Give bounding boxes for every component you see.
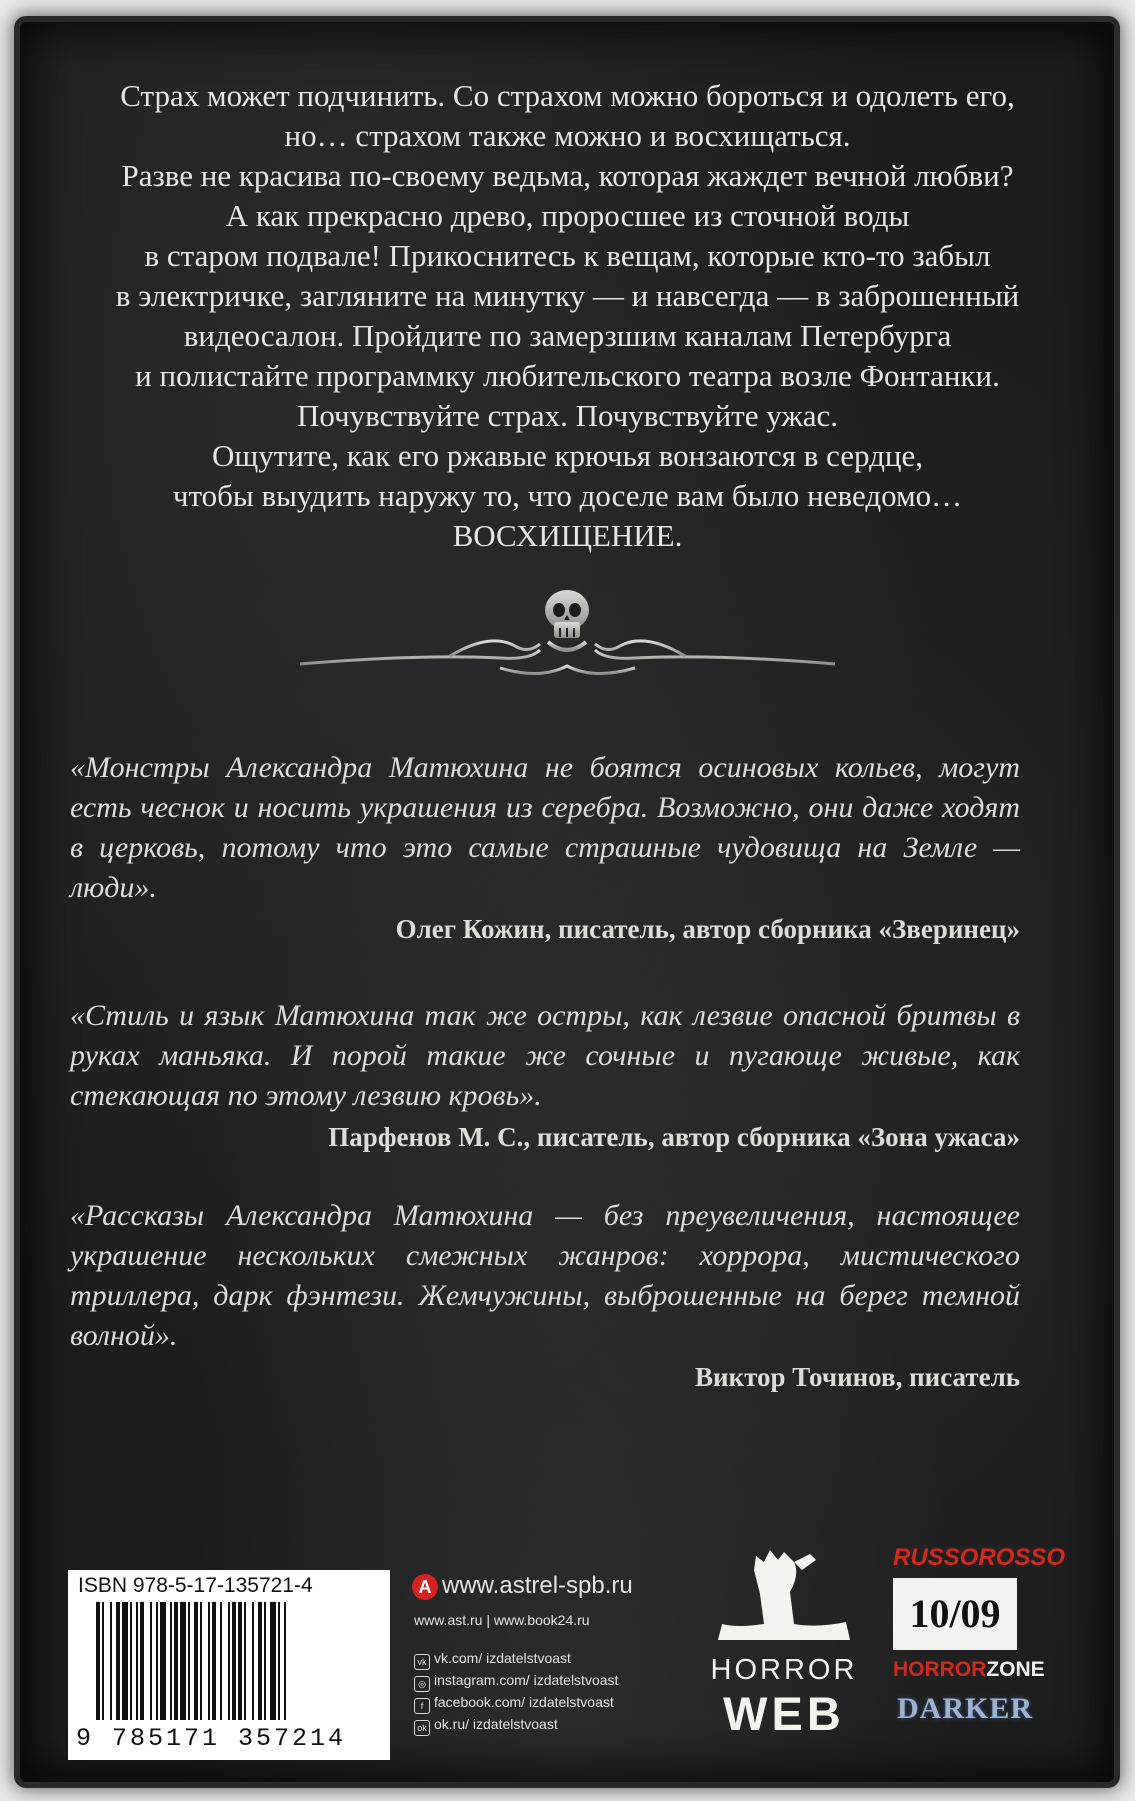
barcode-bar bbox=[252, 1602, 254, 1720]
barcode-bar bbox=[96, 1602, 100, 1720]
social-text: facebook.com/ izdatelstvoast bbox=[434, 1694, 614, 1710]
blurb-line: но… страхом также можно и восхищаться. bbox=[284, 118, 851, 153]
barcode-bar bbox=[284, 1602, 286, 1720]
barcode-bar bbox=[160, 1602, 166, 1720]
horrorzone-red: HORROR bbox=[893, 1658, 987, 1681]
social-text: vk.com/ izdatelstvoast bbox=[434, 1650, 571, 1666]
barcode-bar bbox=[220, 1602, 222, 1720]
barcode-bar bbox=[232, 1602, 236, 1720]
blurb-line: А как прекрасно древо, проросшее из сточной воды bbox=[225, 198, 910, 233]
skull-ornament-icon bbox=[300, 584, 835, 680]
blurb-line: ВОСХИЩЕНИЕ. bbox=[452, 518, 683, 553]
barcode-bar bbox=[194, 1602, 198, 1720]
barcode-bar bbox=[212, 1602, 216, 1720]
horrorzone-white: ZONE bbox=[986, 1658, 1045, 1681]
barcode-bar bbox=[102, 1602, 104, 1720]
blurb bbox=[40, 76, 1095, 556]
blurb-line: Страх может подчинить. Со страхом можно бороться и одолеть его, bbox=[120, 78, 1015, 113]
barcode-bar bbox=[156, 1602, 158, 1720]
publisher-site[interactable] bbox=[412, 1572, 712, 1606]
darker-logo: DARKER bbox=[897, 1692, 1034, 1725]
barcode-bar bbox=[122, 1602, 128, 1720]
blurb-line: и полистайте программку любительского театра возле Фонтанки. bbox=[135, 358, 1000, 393]
ok-icon: ok bbox=[414, 1720, 430, 1736]
barcode-bar bbox=[270, 1602, 276, 1720]
barcode-bar bbox=[238, 1602, 242, 1720]
social-text: instagram.com/ izdatelstvoast bbox=[434, 1672, 619, 1688]
quote-attribution: Виктор Точинов, писатель bbox=[694, 1362, 1020, 1392]
barcode-bar bbox=[140, 1602, 144, 1720]
barcode-bar bbox=[174, 1602, 178, 1720]
barcode-bar bbox=[228, 1602, 230, 1720]
isbn-label: ISBN 978-5-17-135721-4 bbox=[78, 1574, 313, 1597]
barcode-bar bbox=[150, 1602, 152, 1720]
russorosso-logo: RUSSOROSSO bbox=[893, 1544, 1066, 1571]
social-link-ok[interactable] bbox=[414, 1716, 558, 1736]
barcode-bar bbox=[278, 1602, 280, 1720]
barcode-bar bbox=[188, 1602, 190, 1720]
sub-sites-link[interactable]: www.ast.ru | www.book24.ru bbox=[414, 1612, 590, 1628]
barcode-bar bbox=[244, 1602, 246, 1720]
1009-logo: 10/09 bbox=[893, 1578, 1017, 1650]
quote-text: «Монстры Александра Матюхина не боятся осиновых кольев, могут есть чеснок и носить украшения из серебра. Возможно, они даже ходят в церковь, потому что это самые страшные чудовища на Земле — люди». bbox=[70, 751, 1020, 904]
social-link-instagram[interactable] bbox=[414, 1672, 618, 1692]
barcode-bar bbox=[136, 1602, 138, 1720]
horror-web-logo bbox=[698, 1540, 870, 1780]
blurb-line: Ощутите, как его ржавые крючья вонзаются в сердце, bbox=[212, 438, 923, 473]
blurb-line: видеосалон. Пройдите по замерзшим каналам Петербурга bbox=[183, 318, 952, 353]
barcode-bar bbox=[116, 1602, 120, 1720]
social-link-vk[interactable] bbox=[414, 1650, 571, 1670]
barcode-bar bbox=[130, 1602, 132, 1720]
social-link-facebook[interactable] bbox=[414, 1694, 614, 1714]
horror-web-line1: HORROR bbox=[710, 1654, 858, 1686]
horror-web-line2: WEB bbox=[723, 1687, 845, 1740]
barcode-bar bbox=[110, 1602, 112, 1720]
social-text: ok.ru/ izdatelstvoast bbox=[434, 1716, 558, 1732]
quote-text: «Рассказы Александра Матюхина — без преувеличения, настоящее украшение нескольких смежных жанров: хоррора, мистического триллера, дарк фэнтези. Жемчужины, выброшенные на берег темной волной». bbox=[70, 1199, 1020, 1352]
quote-attribution: Парфенов М. С., писатель, автор сборника «Зона ужаса» bbox=[328, 1122, 1020, 1152]
barcode-bar bbox=[200, 1602, 202, 1720]
barcode-bar bbox=[258, 1602, 262, 1720]
blurb-line: Почувствуйте страх. Почувствуйте ужас. bbox=[296, 398, 839, 433]
facebook-icon: f bbox=[414, 1698, 430, 1714]
barcode-bar bbox=[208, 1602, 210, 1720]
horrorzone-logo bbox=[893, 1658, 1045, 1682]
barcode-icon bbox=[96, 1602, 380, 1720]
review-quote bbox=[70, 1196, 1020, 1396]
publisher-site-link[interactable]: www.astrel-spb.ru bbox=[442, 1572, 633, 1599]
barcode-bar bbox=[170, 1602, 172, 1720]
review-quote bbox=[70, 748, 1020, 948]
barcode-bar bbox=[180, 1602, 186, 1720]
instagram-icon: ◎ bbox=[414, 1676, 430, 1692]
blurb-line: чтобы выудить наружу то, что доселе вам было неведомо… bbox=[172, 478, 963, 513]
isbn-digits: 9 785171 357214 bbox=[76, 1724, 347, 1753]
blurb-line: Разве не красива по-своему ведьма, которая жаждет вечной любви? bbox=[121, 158, 1014, 193]
barcode-bar bbox=[264, 1602, 266, 1720]
isbn-barcode-block bbox=[68, 1570, 390, 1760]
blurb-line: в старом подвале! Прикоснитесь к вещам, которые кто-то забыл bbox=[144, 238, 991, 273]
zombie-hand-icon bbox=[698, 1540, 870, 1652]
review-quote bbox=[70, 996, 1020, 1156]
quote-text: «Стиль и язык Матюхина так же остры, как лезвие опасной бритвы в руках маньяка. И порой такие же сочные и пугающе живые, как стекающая по этому лезвию кровь». bbox=[70, 999, 1020, 1112]
quote-attribution: Олег Кожин, писатель, автор сборника «Зверинец» bbox=[395, 914, 1020, 944]
vk-icon: vk bbox=[414, 1654, 430, 1670]
blurb-line: в электричке, загляните на минутку — и навсегда — в заброшенный bbox=[115, 278, 1020, 313]
publisher-logo-icon: A bbox=[412, 1574, 438, 1600]
